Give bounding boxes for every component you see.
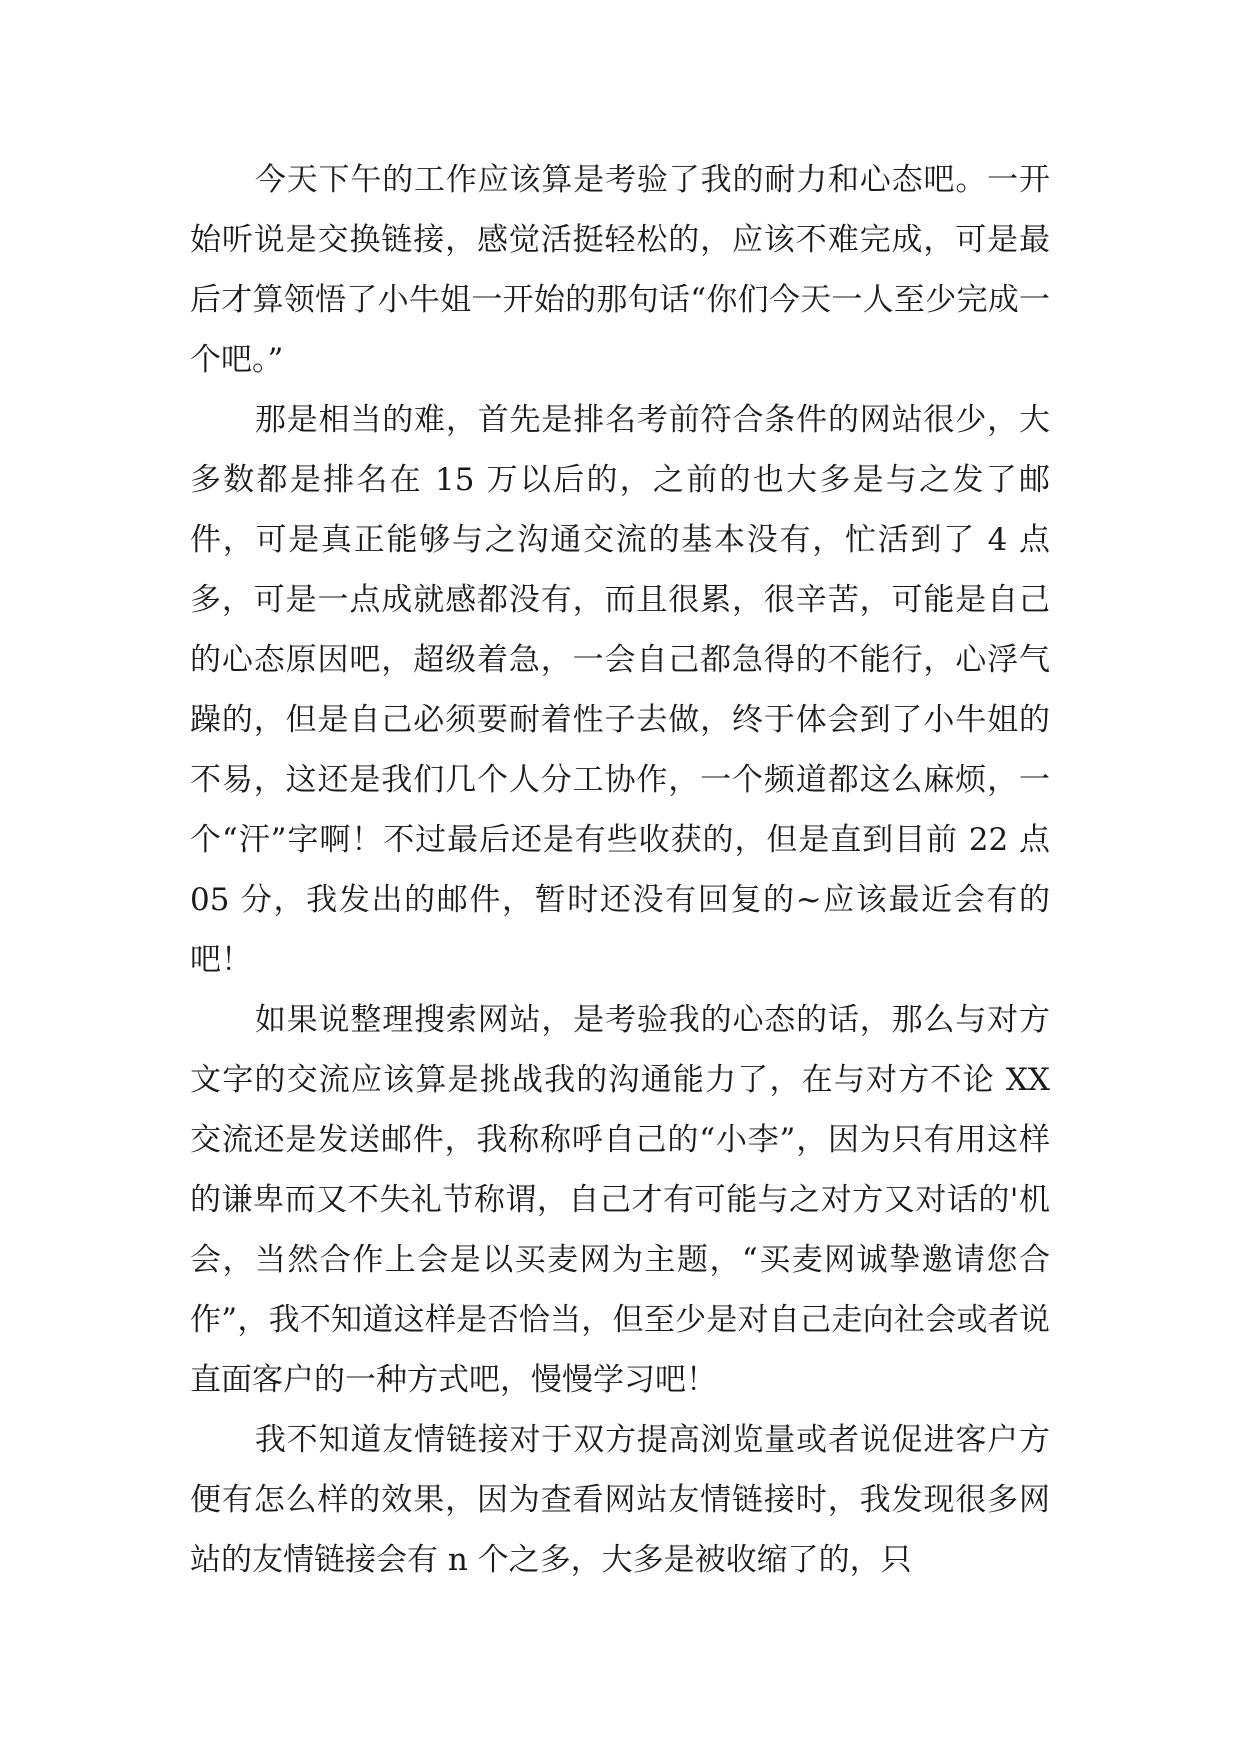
paragraph-3: [190, 990, 1050, 1410]
paragraph-text: 如果说整理搜索网站，是考验我的心态的话，那么与对方文字的交流应该算是挑战我的沟通能力了，在与对方不论 XX 交流还是发送邮件，我称称呼自己的“小李”，因为只有用这样的谦卑而又不失礼节称谓，自己才有可能与之对方又对话的'机会，当然合作上会是以买麦网为主题，“买麦网诚挚邀请您合作”，我不知道这样是否恰当，但至少是对自己走向社会或者说直面客户的一种方式吧，慢慢学习吧！: [190, 1002, 1050, 1398]
paragraph-2: [190, 390, 1050, 990]
paragraph-text: 我不知道友情链接对于双方提高浏览量或者说促进客户方便有怎么样的效果，因为查看网站友情链接时，我发现很多网站的友情链接会有 n 个之多，大多是被收缩了的，只: [190, 1422, 1050, 1578]
paragraph-text: 今天下午的工作应该算是考验了我的耐力和心态吧。一开始听说是交换链接，感觉活挺轻松的，应该不难完成，可是最后才算领悟了小牛姐一开始的那句话“你们今天一人至少完成一个吧。”: [190, 162, 1050, 378]
paragraph-text: 那是相当的难，首先是排名考前符合条件的网站很少，大多数都是排名在 15 万以后的，之前的也大多是与之发了邮件，可是真正能够与之沟通交流的基本没有，忙活到了 4 点多，可是一点成就感都没有，而且很累，很辛苦，可能是自己的心态原因吧，超级着急，一会自己都急得的不能行，心浮气躁的，但是自己必须要耐着性子去做，终于体会到了小牛姐的不易，这还是我们几个人分工协作，一个频道都这么麻烦，一个“汗”字啊！不过最后还是有些收获的，但是直到目前 22 点 05 分，我发出的邮件，暂时还没有回复的~应该最近会有的吧！: [190, 402, 1050, 978]
paragraph-4: [190, 1410, 1050, 1590]
paragraph-1: [190, 150, 1050, 390]
document-body: [190, 150, 1050, 1590]
